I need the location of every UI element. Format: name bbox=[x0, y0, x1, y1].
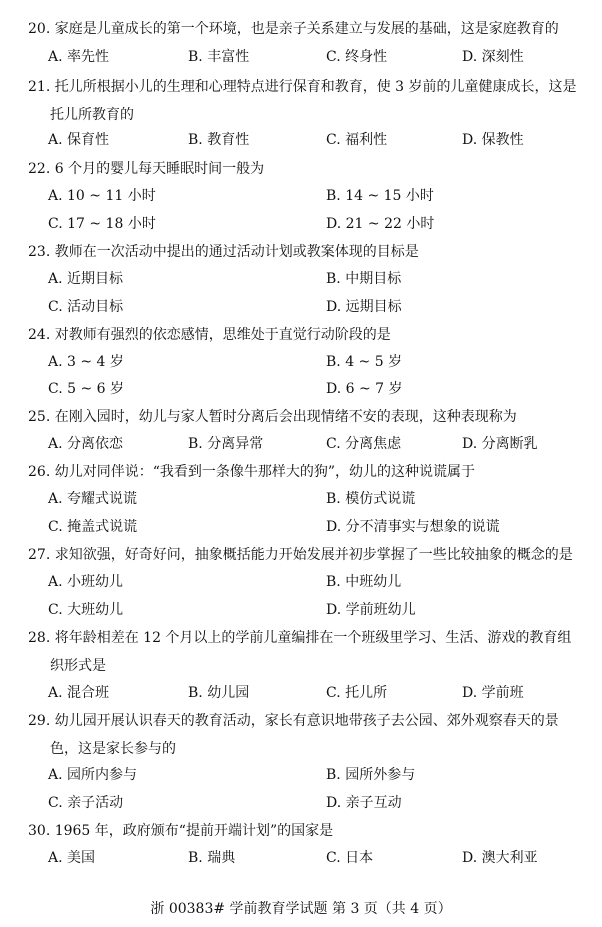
question-26-option-a: A. 夸耀式说谎 bbox=[48, 491, 138, 507]
question-30-option-a: A. 美国 bbox=[48, 850, 96, 866]
question-24-option-c: C. 5 ~ 6 岁 bbox=[48, 381, 125, 397]
question-27-option-b: B. 中班幼儿 bbox=[326, 574, 402, 590]
question-20-option-a: A. 率先性 bbox=[48, 49, 110, 65]
question-22-option-d: D. 21 ~ 22 小时 bbox=[326, 216, 435, 232]
question-25-option-d: D. 分离断乳 bbox=[462, 436, 538, 452]
question-28-option-d: D. 学前班 bbox=[462, 685, 524, 701]
question-24-option-d: D. 6 ~ 7 岁 bbox=[326, 381, 403, 397]
question-30-option-b: B. 瑞典 bbox=[188, 850, 236, 866]
page-footer: 浙 00383# 学前教育学试题 第 3 页（共 4 页） bbox=[150, 901, 452, 917]
question-23-option-d: D. 远期目标 bbox=[326, 299, 402, 315]
question-26-option-b: B. 模仿式说谎 bbox=[326, 491, 416, 507]
question-21-option-a: A. 保育性 bbox=[48, 132, 110, 148]
question-26-option-d: D. 分不清事实与想象的说谎 bbox=[326, 519, 500, 535]
question-23-option-b: B. 中期目标 bbox=[326, 271, 402, 287]
question-23-option-a: A. 近期目标 bbox=[48, 271, 124, 287]
question-30-stem: 30. 1965 年，政府颁布“提前开端计划”的国家是 bbox=[28, 823, 334, 839]
question-21-option-b: B. 教育性 bbox=[188, 132, 250, 148]
question-30-option-c: C. 日本 bbox=[326, 850, 374, 866]
question-22-option-a: A. 10 ~ 11 小时 bbox=[48, 188, 156, 204]
question-22-stem: 22. 6 个月的婴儿每天睡眠时间一般为 bbox=[28, 161, 265, 177]
question-21-option-d: D. 保教性 bbox=[462, 132, 524, 148]
question-22-option-c: C. 17 ~ 18 小时 bbox=[48, 216, 156, 232]
question-24-stem: 24. 对教师有强烈的依恋感情，思维处于直觉行动阶段的是 bbox=[28, 327, 391, 343]
question-21-stem bbox=[28, 73, 588, 129]
question-27-option-c: C. 大班幼儿 bbox=[48, 602, 124, 618]
question-28-stem bbox=[28, 624, 588, 680]
question-29-stem-line2: 色，这是家长参与的 bbox=[50, 741, 176, 757]
question-28-stem-line2: 织形式是 bbox=[50, 658, 106, 674]
question-29-stem-line1: 29. 幼儿园开展认识春天的教育活动，家长有意识地带孩子去公园、郊外观察春天的景 bbox=[28, 713, 559, 729]
question-27-option-a: A. 小班幼儿 bbox=[48, 574, 124, 590]
question-29-option-c: C. 亲子活动 bbox=[48, 795, 124, 811]
question-29-option-d: D. 亲子互动 bbox=[326, 795, 402, 811]
question-28-stem-line1: 28. 将年龄相差在 12 个月以上的学前儿童编排在一个班级里学习、生活、游戏的教育组 bbox=[28, 630, 572, 646]
question-27-stem: 27. 求知欲强，好奇好问，抽象概括能力开始发展并初步掌握了一些比较抽象的概念的是 bbox=[28, 547, 573, 563]
question-24-option-a: A. 3 ~ 4 岁 bbox=[48, 354, 124, 370]
question-22-option-b: B. 14 ~ 15 小时 bbox=[326, 188, 434, 204]
question-29-stem bbox=[28, 707, 588, 763]
question-26-stem: 26. 幼儿对同伴说：“我看到一条像牛那样大的狗”，幼儿的这种说谎属于 bbox=[28, 464, 476, 480]
question-26-option-c: C. 掩盖式说谎 bbox=[48, 519, 138, 535]
question-23-stem: 23. 教师在一次活动中提出的通过活动计划或教案体现的目标是 bbox=[28, 244, 419, 260]
question-25-option-b: B. 分离异常 bbox=[188, 436, 264, 452]
question-25-option-c: C. 分离焦虑 bbox=[326, 436, 402, 452]
question-20-option-d: D. 深刻性 bbox=[462, 49, 524, 65]
question-29-option-b: B. 园所外参与 bbox=[326, 767, 416, 783]
question-29-option-a: A. 园所内参与 bbox=[48, 767, 138, 783]
question-21-option-c: C. 福利性 bbox=[326, 132, 388, 148]
question-20-stem: 20. 家庭是儿童成长的第一个环境，也是亲子关系建立与发展的基础，这是家庭教育的 bbox=[28, 21, 559, 37]
question-23-option-c: C. 活动目标 bbox=[48, 299, 124, 315]
question-21-stem-line1: 21. 托儿所根据小儿的生理和心理特点进行保育和教育，使 3 岁前的儿童健康成长，这是 bbox=[28, 79, 577, 95]
question-24-option-b: B. 4 ~ 5 岁 bbox=[326, 354, 403, 370]
question-25-stem: 25. 在刚入园时，幼儿与家人暂时分离后会出现情绪不安的表现，这种表现称为 bbox=[28, 409, 517, 425]
question-21-stem-line2: 托儿所教育的 bbox=[50, 107, 134, 123]
question-20-option-c: C. 终身性 bbox=[326, 49, 388, 65]
question-28-option-a: A. 混合班 bbox=[48, 685, 110, 701]
question-30-option-d: D. 澳大利亚 bbox=[462, 850, 538, 866]
question-28-option-b: B. 幼儿园 bbox=[188, 685, 250, 701]
question-25-option-a: A. 分离依恋 bbox=[48, 436, 124, 452]
question-20-option-b: B. 丰富性 bbox=[188, 49, 250, 65]
question-28-option-c: C. 托儿所 bbox=[326, 685, 388, 701]
question-27-option-d: D. 学前班幼儿 bbox=[326, 602, 416, 618]
